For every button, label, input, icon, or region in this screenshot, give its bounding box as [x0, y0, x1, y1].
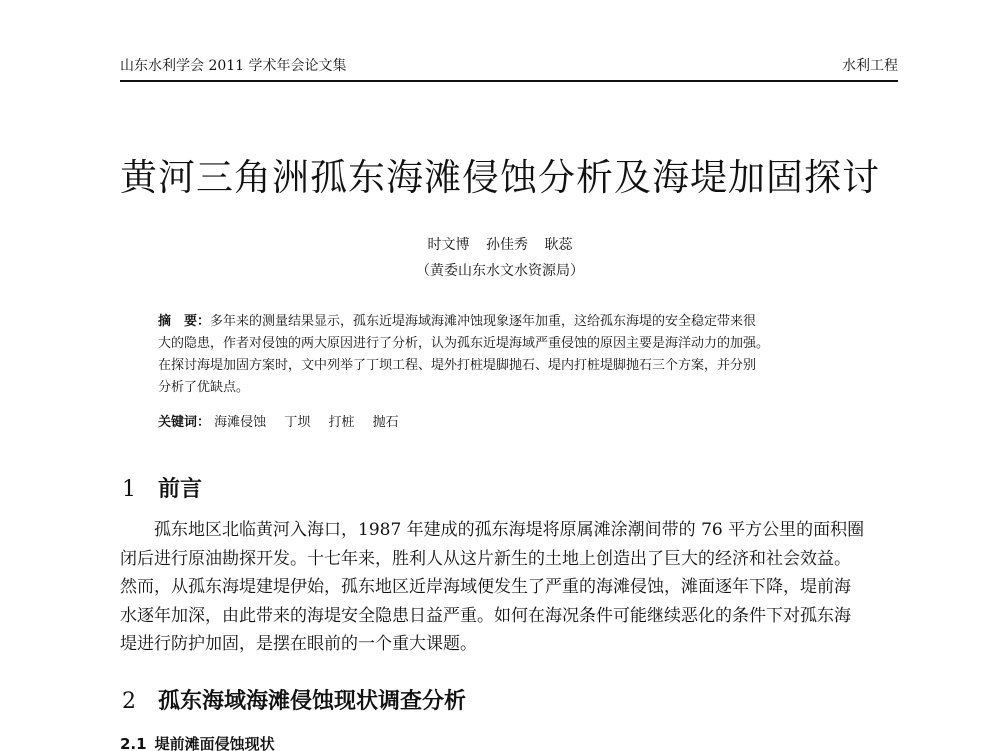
- introduction-paragraph: [120, 516, 900, 659]
- abstract-line: 分析了优缺点。: [158, 380, 250, 395]
- section-number: 1: [122, 477, 136, 502]
- keyword: 海滩侵蚀: [214, 415, 267, 430]
- author-name: 耿蕊: [544, 237, 573, 253]
- section-heading-erosion-survey: [122, 688, 466, 716]
- subsection-title: 堤前滩面侵蚀现状: [154, 735, 275, 751]
- abstract-line: [158, 311, 878, 333]
- keyword: 丁坝: [284, 415, 311, 430]
- keyword: 打桩: [328, 415, 355, 430]
- author-name: 孙佳秀: [486, 237, 528, 253]
- abstract-label: 摘 要：: [158, 314, 211, 329]
- header-divider: [120, 80, 898, 82]
- paragraph-line: 堤进行防护加固，是摆在眼前的一个重大课题。: [120, 634, 477, 654]
- abstract-line: 大的隐患，作者对侵蚀的两大原因进行了分析，认为孤东近堤海域严重侵蚀的原因主要是海洋动力的加强。: [158, 336, 770, 351]
- section-category: 水利工程: [842, 58, 898, 74]
- section-title: 前言: [158, 477, 203, 502]
- subsection-number: 2.1: [120, 735, 147, 751]
- section-number: 2: [122, 689, 136, 714]
- journal-name: 山东水利学会 2011 学术年会论文集: [120, 58, 347, 74]
- keywords-label: 关键词：: [158, 415, 211, 430]
- subsection-heading: [120, 733, 275, 751]
- paragraph-line: 闭后进行原油勘探开发。十七年来，胜利人从这片新生的土地上创造出了巨大的经济和社会效益。: [120, 548, 851, 569]
- keywords: [158, 413, 878, 433]
- paper-title: 黄河三角洲孤东海滩侵蚀分析及海堤加固探讨: [120, 156, 880, 199]
- author-name: 时文博: [427, 237, 470, 253]
- paragraph-line: 然而，从孤东海堤建堤伊始，孤东地区近岸海域便发生了严重的海滩侵蚀，滩面逐年下降，堤前海: [120, 577, 851, 597]
- running-header: [120, 56, 898, 80]
- abstract-text: 多年来的测量结果显示，孤东近堤海域海滩冲蚀现象逐年加重，这给孤东海堤的安全稳定带来很: [210, 314, 757, 329]
- abstract: [158, 311, 878, 399]
- section-title: 孤东海域海滩侵蚀现状调查分析: [158, 689, 467, 714]
- author-affiliation: （黄委山东水文水资源局）: [416, 263, 584, 279]
- abstract-line: 在探讨海堤加固方案时，文中列举了丁坝工程、堤外打桩堤脚抛石、堤内打桩堤脚抛石三个方案，并分别: [158, 358, 757, 373]
- author-list: [0, 236, 1000, 254]
- paragraph-line: 孤东地区北临黄河入海口，1987 年建成的孤东海堤将原属滩涂潮间带的 76 平方公里的面积圈: [120, 520, 865, 540]
- paragraph-line: 水逐年加深，由此带来的海堤安全隐患日益严重。如何在海况条件可能继续恶化的条件下对孤东海: [120, 605, 851, 626]
- section-heading-introduction: [122, 476, 202, 504]
- keyword: 抛石: [372, 415, 399, 430]
